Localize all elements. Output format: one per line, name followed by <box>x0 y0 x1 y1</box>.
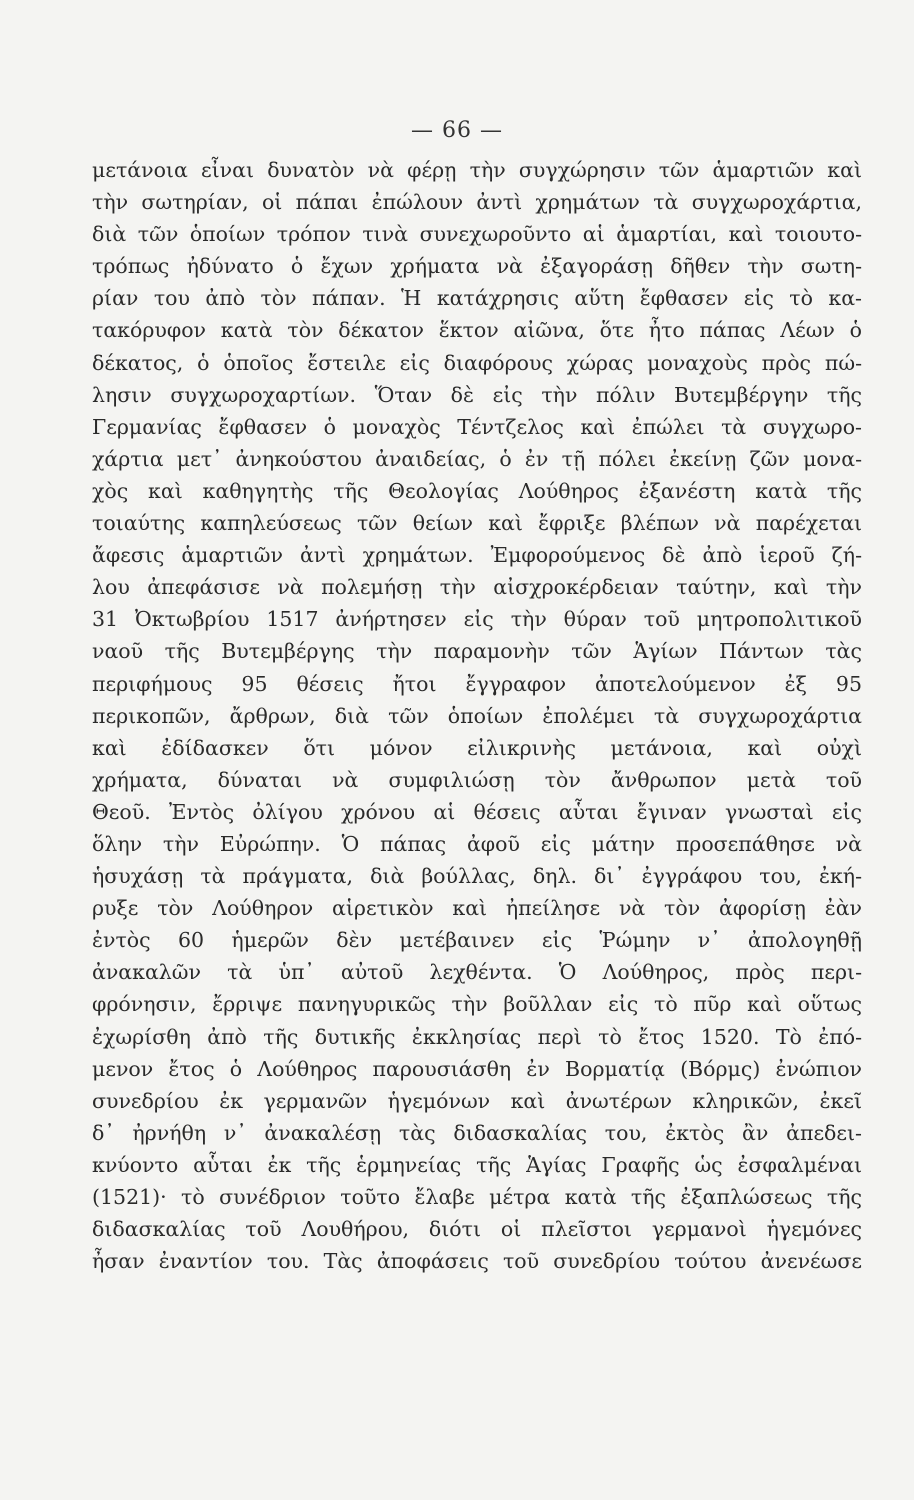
body-text <box>92 154 862 1277</box>
text-line: τακόρυφον κατὰ τὸν δέκατον ἕκτον αἰῶνα, ὅτε ἦτο πάπας Λέων ὁ <box>92 318 862 343</box>
text-line: δ᾽ ἠρνήθη ν᾽ ἀνακαλέσῃ τὰς διδασκαλίας του, ἐκτὸς ἂν ἀπεδει- <box>92 1120 862 1145</box>
text-line: μενον ἔτος ὁ Λούθηρος παρουσιάσθη ἐν Βορματίᾳ (Βόρμς) ἐνώπιον <box>92 1056 862 1081</box>
text-line: φρόνησιν, ἔρριψε πανηγυρικῶς τὴν βοῦλλαν εἰς τὸ πῦρ καὶ οὕτως <box>92 992 862 1017</box>
text-line: λησιν συγχωροχαρτίων. Ὅταν δὲ εἰς τὴν πόλιν Βυτεμβέργην τῆς <box>92 382 862 407</box>
text-line: χὸς καὶ καθηγητὴς τῆς Θεολογίας Λούθηρος ἐξανέστη κατὰ τῆς <box>92 478 862 503</box>
text-line: ἐντὸς 60 ἡμερῶν δὲν μετέβαινεν εἰς Ῥώμην ν᾽ ἀπολογηθῇ <box>92 928 862 953</box>
text-line: τοιαύτης καπηλεύσεως τῶν θείων καὶ ἔφριξε βλέπων νὰ παρέχεται <box>92 511 862 536</box>
text-line: καὶ ἐδίδασκεν ὅτι μόνον εἰλικρινὴς μετάνοια, καὶ οὐχὶ <box>92 735 862 760</box>
text-line: δέκατος, ὁ ὁποῖος ἔστειλε εἰς διαφόρους χώρας μοναχοὺς πρὸς πώ- <box>92 350 862 375</box>
text-line: διδασκαλίας τοῦ Λουθήρου, διότι οἱ πλεῖστοι γερμανοὶ ἡγεμόνες <box>92 1217 862 1242</box>
text-line: ἄφεσις ἁμαρτιῶν ἀντὶ χρημάτων. Ἐμφορούμενος δὲ ἀπὸ ἱεροῦ ζή- <box>92 543 862 568</box>
text-line: συνεδρίου ἐκ γερμανῶν ἡγεμόνων καὶ ἀνωτέρων κληρικῶν, ἐκεῖ <box>92 1088 862 1113</box>
page-number: — 66 — <box>411 118 503 143</box>
text-line: λου ἀπεφάσισε νὰ πολεμήσῃ τὴν αἰσχροκέρδειαν ταύτην, καὶ τὴν <box>92 575 862 600</box>
text-line: χρήματα, δύναται νὰ συμφιλιώσῃ τὸν ἄνθρωπον μετὰ τοῦ <box>92 767 862 792</box>
text-line: Θεοῦ. Ἐντὸς ὀλίγου χρόνου αἱ θέσεις αὗται ἔγιναν γνωσταὶ εἰς <box>92 799 862 824</box>
text-line: (1521)· τὸ συνέδριον τοῦτο ἔλαβε μέτρα κατὰ τῆς ἐξαπλώσεως τῆς <box>92 1185 862 1209</box>
text-line: ἡσυχάσῃ τὰ πράγματα, διὰ βούλλας, δηλ. δι᾽ ἐγγράφου του, ἐκή- <box>92 864 862 889</box>
text-line: Γερμανίας ἔφθασεν ὁ μοναχὸς Τέντζελος καὶ ἐπώλει τὰ συγχωρο- <box>92 414 862 439</box>
text-line: τὴν σωτηρίαν, οἱ πάπαι ἐπώλουν ἀντὶ χρημάτων τὰ συγχωροχάρτια, <box>92 190 862 215</box>
text-line: τρόπως ἠδύνατο ὁ ἔχων χρήματα νὰ ἐξαγοράσῃ δῆθεν τὴν σωτη- <box>92 254 862 279</box>
text-line: μετάνοια εἶναι δυνατὸν νὰ φέρῃ τὴν συγχώρησιν τῶν ἁμαρτιῶν καὶ <box>92 158 862 182</box>
text-line: περικοπῶν, ἄρθρων, διὰ τῶν ὁποίων ἐπολέμει τὰ συγχωροχάρτια <box>92 703 862 728</box>
text-line: ἦσαν ἐναντίον του. Τὰς ἀποφάσεις τοῦ συνεδρίου τούτου ἀνενέωσε <box>92 1249 862 1274</box>
text-line: ρυξε τὸν Λούθηρον αἱρετικὸν καὶ ἠπείλησε νὰ τὸν ἀφορίσῃ ἐὰν <box>92 896 862 921</box>
text-line: χάρτια μετ᾽ ἀνηκούστου ἀναιδείας, ὁ ἐν τῇ πόλει ἐκείνῃ ζῶν μονα- <box>92 446 862 471</box>
text-line: ναοῦ τῆς Βυτεμβέργης τὴν παραμονὴν τῶν Ἁγίων Πάντων τὰς <box>92 639 862 664</box>
text-line: κνύοντο αὗται ἐκ τῆς ἑρμηνείας τῆς Ἁγίας Γραφῆς ὡς ἐσφαλμέναι <box>92 1152 862 1177</box>
text-line: ὅλην τὴν Εὐρώπην. Ὁ πάπας ἀφοῦ εἰς μάτην προσεπάθησε νὰ <box>92 831 862 856</box>
text-line: διὰ τῶν ὁποίων τρόπον τινὰ συνεχωροῦντο αἱ ἁμαρτίαι, καὶ τοιουτο- <box>92 222 862 247</box>
text-line: ρίαν του ἀπὸ τὸν πάπαν. Ἡ κατάχρησις αὕτη ἔφθασεν εἰς τὸ κα- <box>92 286 862 311</box>
text-line: 31 Ὀκτωβρίου 1517 ἀνήρτησεν εἰς τὴν θύραν τοῦ μητροπολιτικοῦ <box>92 607 862 632</box>
text-line: ἐχωρίσθη ἀπὸ τῆς δυτικῆς ἐκκλησίας περὶ τὸ ἔτος 1520. Τὸ ἐπό- <box>92 1024 862 1049</box>
text-line: περιφήμους 95 θέσεις ἤτοι ἔγγραφον ἀποτελούμενον ἐξ 95 <box>92 671 862 696</box>
text-line: ἀνακαλῶν τὰ ὑπ᾽ αὐτοῦ λεχθέντα. Ὁ Λούθηρος, πρὸς περι- <box>92 960 862 985</box>
